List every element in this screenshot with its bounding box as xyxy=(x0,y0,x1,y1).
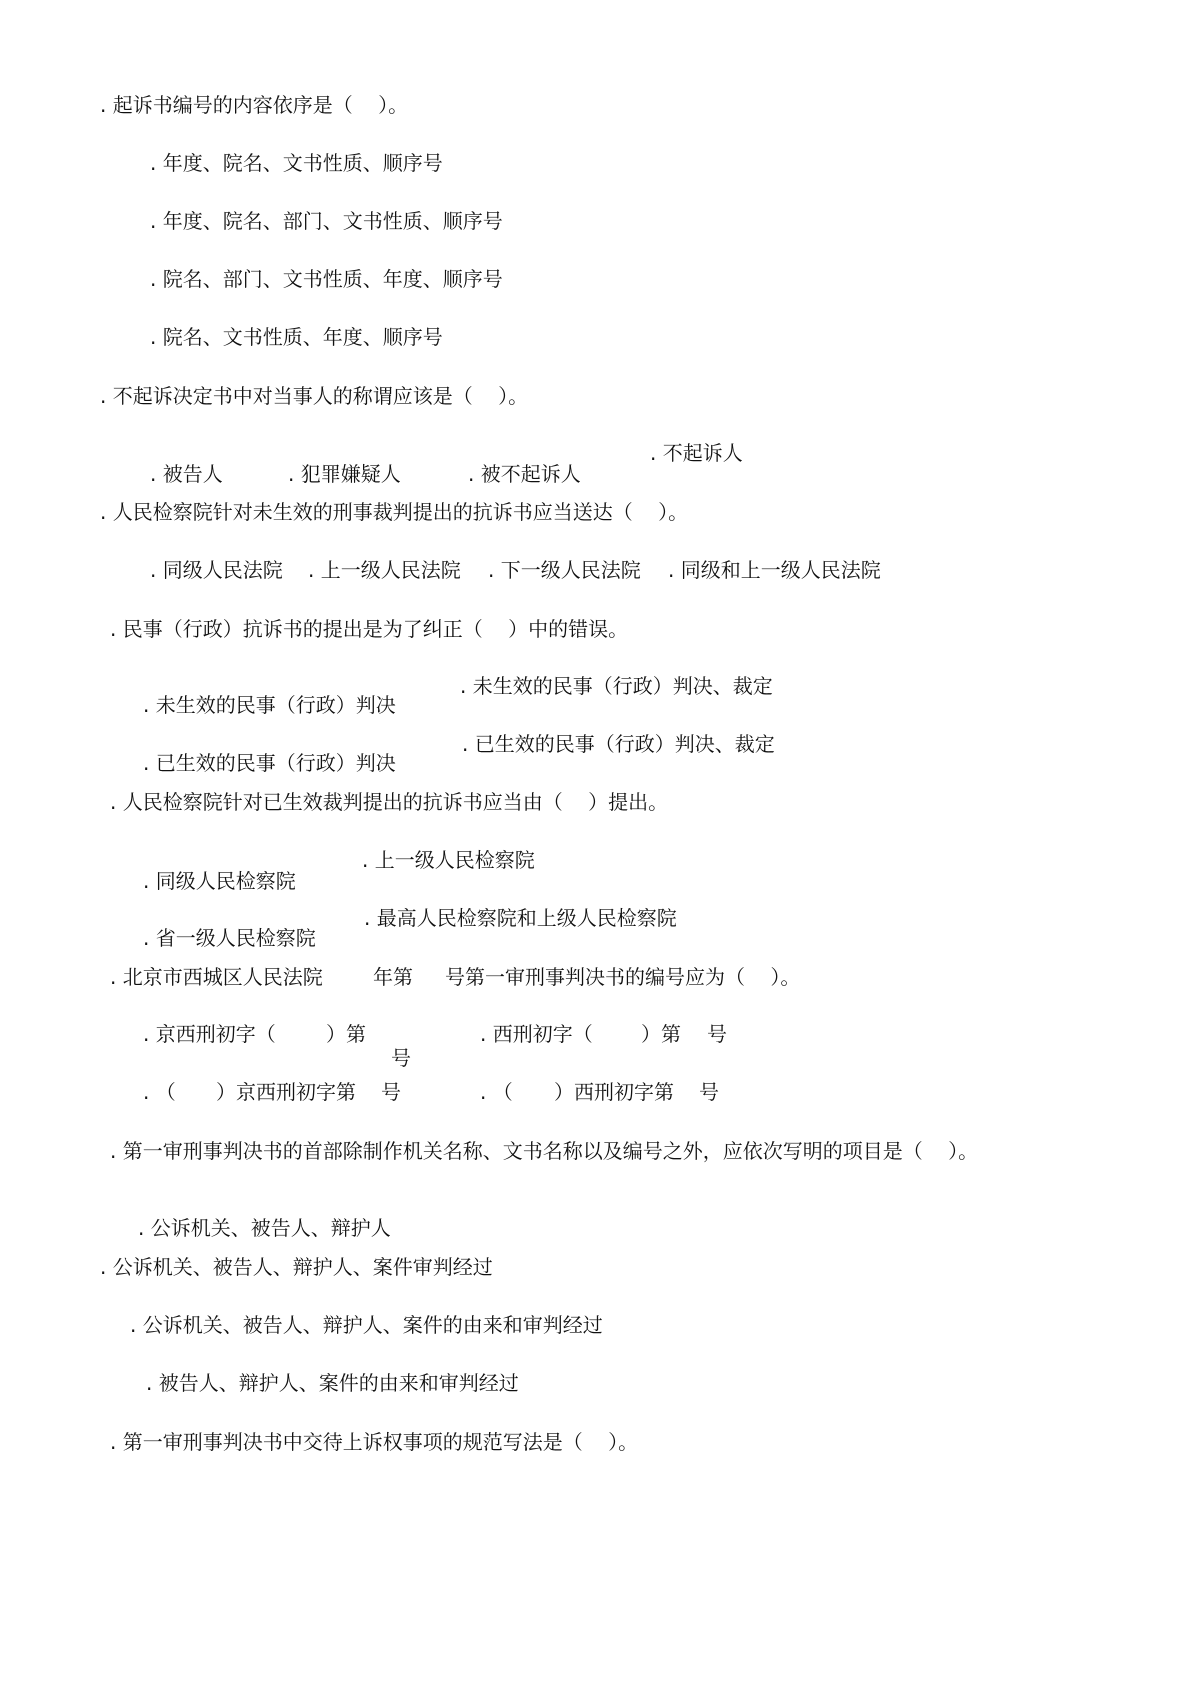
question-stem: . 人民检察院针对未生效的刑事裁判提出的抗诉书应当送达（ ）。 xyxy=(100,500,689,524)
option: 号 xyxy=(391,1046,411,1070)
option: . 省一级人民检察院 xyxy=(143,926,316,950)
option: 号 xyxy=(699,1080,719,1104)
option: . 被告人、辩护人、案件的由来和审判经过 xyxy=(146,1371,519,1395)
option: . 公诉机关、被告人、辩护人、案件审判经过 xyxy=(100,1255,493,1279)
option: . 被告人 xyxy=(150,462,223,486)
option: 号 xyxy=(381,1080,401,1104)
option: . 年度、院名、文书性质、顺序号 xyxy=(150,151,443,175)
question-stem: 号第一审刑事判决书的编号应为（ ）。 xyxy=(445,965,801,989)
option: . 未生效的民事（行政）判决、裁定 xyxy=(460,674,773,698)
option: ）第 xyxy=(641,1022,681,1046)
option: . 已生效的民事（行政）判决 xyxy=(143,751,396,775)
option: . （ xyxy=(143,1080,176,1104)
option: ）第 xyxy=(326,1022,366,1046)
question-stem: . 第一审刑事判决书中交待上诉权事项的规范写法是（ ）。 xyxy=(110,1430,639,1454)
option: ）京西刑初字第 xyxy=(216,1080,356,1104)
option: . 同级人民检察院 xyxy=(143,869,296,893)
option: . 院名、文书性质、年度、顺序号 xyxy=(150,325,443,349)
question-stem: . 北京市西城区人民法院 xyxy=(110,965,323,989)
option: . 西刑初字（ xyxy=(480,1022,593,1046)
option: . 院名、部门、文书性质、年度、顺序号 xyxy=(150,267,503,291)
question-stem: 年第 xyxy=(373,965,413,989)
option: . 下一级人民法院 xyxy=(488,558,641,582)
option: . 同级和上一级人民法院 xyxy=(668,558,881,582)
option: . 公诉机关、被告人、辩护人、案件的由来和审判经过 xyxy=(130,1313,603,1337)
option: 号 xyxy=(707,1022,727,1046)
option: . 年度、院名、部门、文书性质、顺序号 xyxy=(150,209,503,233)
question-stem: . 不起诉决定书中对当事人的称谓应该是（ ）。 xyxy=(100,384,529,408)
option: . 被不起诉人 xyxy=(468,462,581,486)
question-stem: . 第一审刑事判决书的首部除制作机关名称、文书名称以及编号之外，应依次写明的项目是（ ）。 xyxy=(110,1139,979,1163)
option: . 已生效的民事（行政）判决、裁定 xyxy=(462,732,775,756)
option: . 未生效的民事（行政）判决 xyxy=(143,693,396,717)
option: . 上一级人民法院 xyxy=(308,558,461,582)
option: . 上一级人民检察院 xyxy=(362,848,535,872)
option: . 同级人民法院 xyxy=(150,558,283,582)
option: . 犯罪嫌疑人 xyxy=(288,462,401,486)
question-stem: . 人民检察院针对已生效裁判提出的抗诉书应当由（ ）提出。 xyxy=(110,790,669,814)
option: . 京西刑初字（ xyxy=(143,1022,276,1046)
option: ）西刑初字第 xyxy=(554,1080,674,1104)
question-stem: . 民事（行政）抗诉书的提出是为了纠正（ ）中的错误。 xyxy=(110,617,629,641)
option: . 不起诉人 xyxy=(650,441,743,465)
question-stem: . 起诉书编号的内容依序是（ ）。 xyxy=(100,93,409,117)
option: . （ xyxy=(480,1080,513,1104)
option: . 最高人民检察院和上级人民检察院 xyxy=(364,906,677,930)
option: . 公诉机关、被告人、辩护人 xyxy=(138,1216,391,1240)
